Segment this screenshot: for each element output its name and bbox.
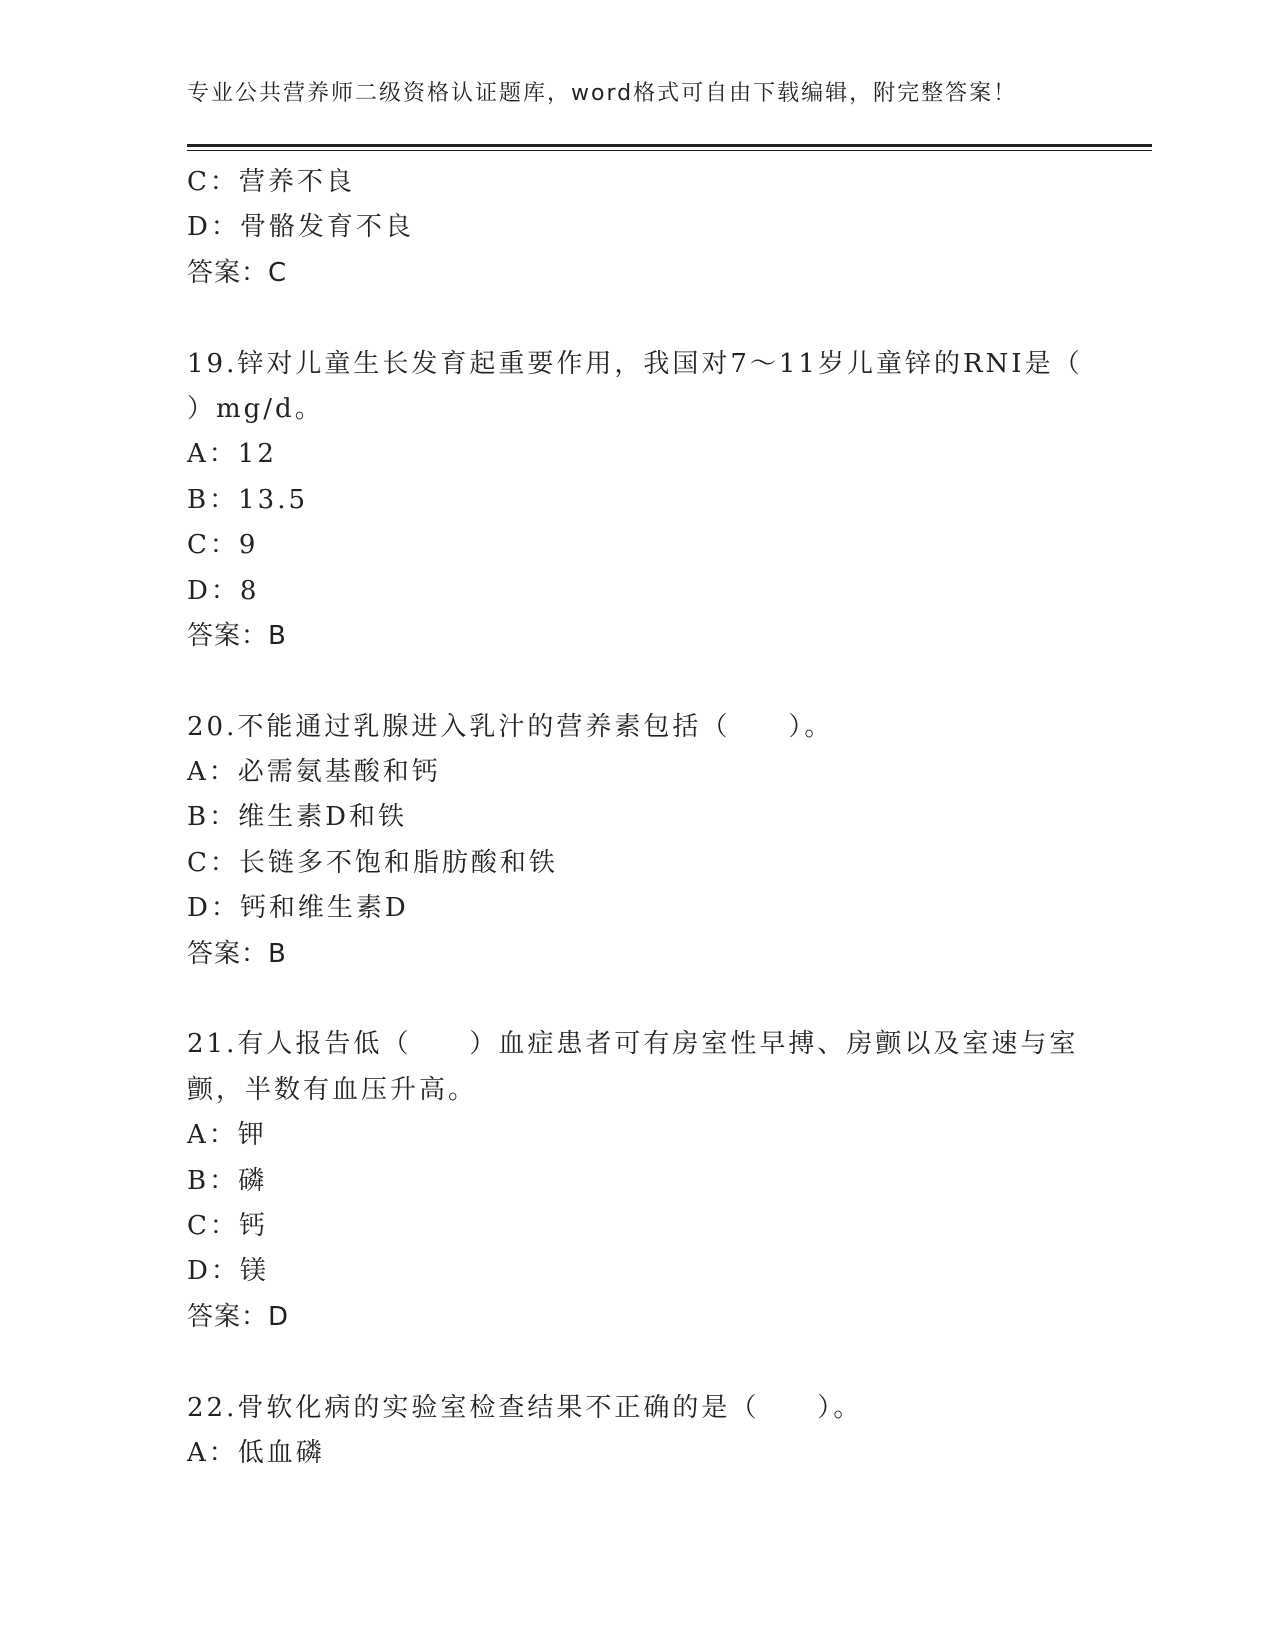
question-21-option-c: C：钙 — [187, 1210, 268, 1241]
question-21-option-d: D：镁 — [187, 1256, 269, 1287]
question-20-answer: 答案：B — [187, 938, 287, 969]
header-rule-thick — [187, 144, 1152, 147]
question-19-stem: 19.锌对儿童生长发育起重要作用，我国对7～11岁儿童锌的RNI是（ — [187, 348, 1083, 379]
question-21-stem-cont: 颤，半数有血压升高。 — [187, 1074, 478, 1105]
question-21-option-a: A：钾 — [187, 1120, 267, 1151]
question-19-answer: 答案：B — [187, 620, 287, 651]
question-19-option-b: B：13.5 — [187, 484, 308, 515]
answer-line: 答案：C — [187, 257, 288, 288]
question-20-option-b: B：维生素D和铁 — [187, 802, 407, 833]
question-content — [187, 160, 1087, 1476]
question-22-option-a: A：低血磷 — [187, 1437, 325, 1468]
option-c: C：营养不良 — [187, 167, 355, 197]
question-21-option-b: B：磷 — [187, 1165, 268, 1196]
question-19-option-c: C：9 — [187, 530, 259, 561]
question-21-answer: 答案：D — [187, 1301, 290, 1332]
question-22-stem: 22.骨软化病的实验室检查结果不正确的是（ ）。 — [187, 1392, 863, 1423]
question-19-option-a: A：12 — [187, 439, 277, 470]
question-20-option-c: C：长链多不饱和脂肪酸和铁 — [187, 847, 558, 878]
header-rule-thin — [187, 150, 1152, 151]
question-20-stem: 20.不能通过乳腺进入乳汁的营养素包括（ ）。 — [187, 711, 834, 742]
question-20-option-d: D：钙和维生素D — [187, 893, 409, 924]
question-21-stem: 21.有人报告低（ ）血症患者可有房室性早搏、房颤以及室速与室 — [187, 1029, 1079, 1060]
option-d: D：骨骼发育不良 — [187, 212, 414, 243]
question-20-option-a: A：必需氨基酸和钙 — [187, 757, 441, 788]
question-19-stem-cont: ）mg/d。 — [187, 393, 324, 424]
question-19-option-d: D：8 — [187, 575, 260, 606]
page-header: 专业公共营养师二级资格认证题库，word格式可自由下载编辑，附完整答案！ — [187, 81, 1018, 106]
